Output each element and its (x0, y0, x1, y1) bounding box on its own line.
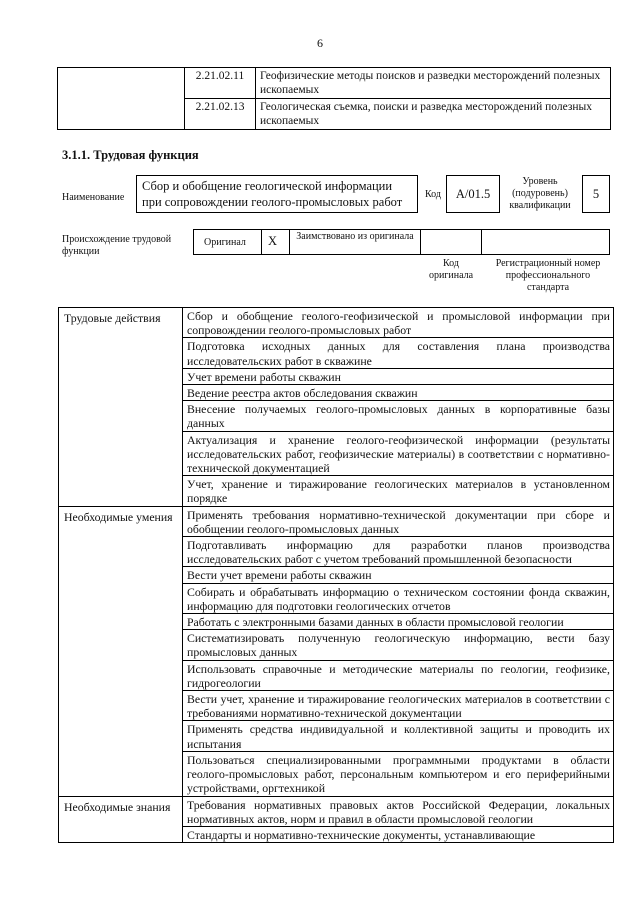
list-item: Стандарты и нормативно-технические документы, устанавливающие (183, 826, 614, 842)
divider (420, 229, 421, 255)
list-item: Подготовка исходных данных для составления плана производства исследовательских работ в скважине (183, 338, 614, 368)
function-name-box (136, 175, 418, 213)
list-item: Подготавливать информацию для разработки планов производства исследовательских работ с учетом требований промышленной безопасности (183, 537, 614, 567)
function-code-value: А/01.5 (455, 187, 491, 201)
function-code-box (446, 175, 500, 213)
code-name-cell: Геологическая съемка, поиски и разведка месторождений полезных ископаемых (256, 99, 611, 130)
empty-cell (58, 68, 185, 130)
table-row (59, 308, 614, 338)
code-cell: 2.21.02.13 (185, 99, 256, 130)
origin-label: Происхождение трудовой функции (62, 234, 172, 257)
level-value: 5 (592, 187, 600, 201)
list-item: Применять средства индивидуальной и коллективной защиты и проводить их испытания (183, 721, 614, 751)
list-item: Использовать справочные и методические материалы по геологии, геофизике, гидрогеологии (183, 660, 614, 690)
function-details-table (58, 307, 614, 843)
list-item: Работать с электронными базами данных в области промысловой геологии (183, 614, 614, 630)
code-label: Код (425, 189, 441, 200)
table-row (59, 506, 614, 536)
divider (481, 229, 482, 255)
list-item: Учет, хранение и тиражирование геологических материалов в установленном порядке (183, 476, 614, 506)
borrowed-label: Заимствовано из оригинала (296, 231, 414, 242)
list-item: Учет времени работы скважин (183, 368, 614, 384)
divider (289, 229, 290, 255)
name-label: Наименование (62, 192, 125, 203)
original-mark: Х (268, 234, 278, 248)
section-category: Необходимые умения (59, 506, 183, 796)
list-item: Требования нормативных правовых актов Российской Федерации, локальных нормативных актов, норм и правил в области промысловой геологии (183, 796, 614, 826)
level-label: Уровень (подуровень) квалификации (509, 176, 571, 211)
section-category: Трудовые действия (59, 308, 183, 507)
table-row (58, 68, 611, 99)
code-cell: 2.21.02.11 (185, 68, 256, 99)
list-item: Пользоваться специализированными программными продуктами в области геолого-промысловых работ, персональным компьютером и его периферийными устройствами, оргтехникой (183, 751, 614, 796)
list-item: Применять требования нормативно-технической документации при сборе и обобщении геолого-промысловых данных (183, 506, 614, 536)
table-row (59, 796, 614, 826)
list-item: Актуализация и хранение геолого-геофизической информации (результаты исследовательских работ, геофизические материалы) в соответствии с нормативно-технической документацией (183, 431, 614, 476)
divider (261, 229, 262, 255)
code-name-cell: Геофизические методы поисков и разведки месторождений полезных ископаемых (256, 68, 611, 99)
code-original-caption: Код оригинала (428, 258, 474, 281)
section-title: 3.1.1. Трудовая функция (62, 148, 199, 162)
level-box (582, 175, 610, 213)
function-name-value: Сбор и обобщение геологической информации при сопровождении геолого-промысловых работ (142, 179, 403, 209)
list-item: Собирать и обрабатывать информацию о техническом состоянии фонда скважин, информацию для подготовки геологических отчетов (183, 583, 614, 613)
page-number: 6 (317, 36, 323, 50)
list-item: Систематизировать полученную геологическую информацию, вести базу промысловых данных (183, 630, 614, 660)
section-category: Необходимые знания (59, 796, 183, 843)
list-item: Ведение реестра актов обследования скважин (183, 385, 614, 401)
list-item: Вести учет времени работы скважин (183, 567, 614, 583)
list-item: Сбор и обобщение геолого-геофизической и промысловой информации при сопровождении геолого-промысловых работ (183, 308, 614, 338)
education-codes-table (57, 67, 611, 130)
reg-number-caption: Регистрационный номер профессионального стандарта (495, 258, 601, 293)
list-item: Внесение получаемых геолого-промысловых данных в корпоративные базы данных (183, 401, 614, 431)
list-item: Вести учет, хранение и тиражирование геологических материалов в соответствии с требованиями нормативно-технической документации (183, 691, 614, 721)
original-label: Оригинал (204, 237, 246, 248)
